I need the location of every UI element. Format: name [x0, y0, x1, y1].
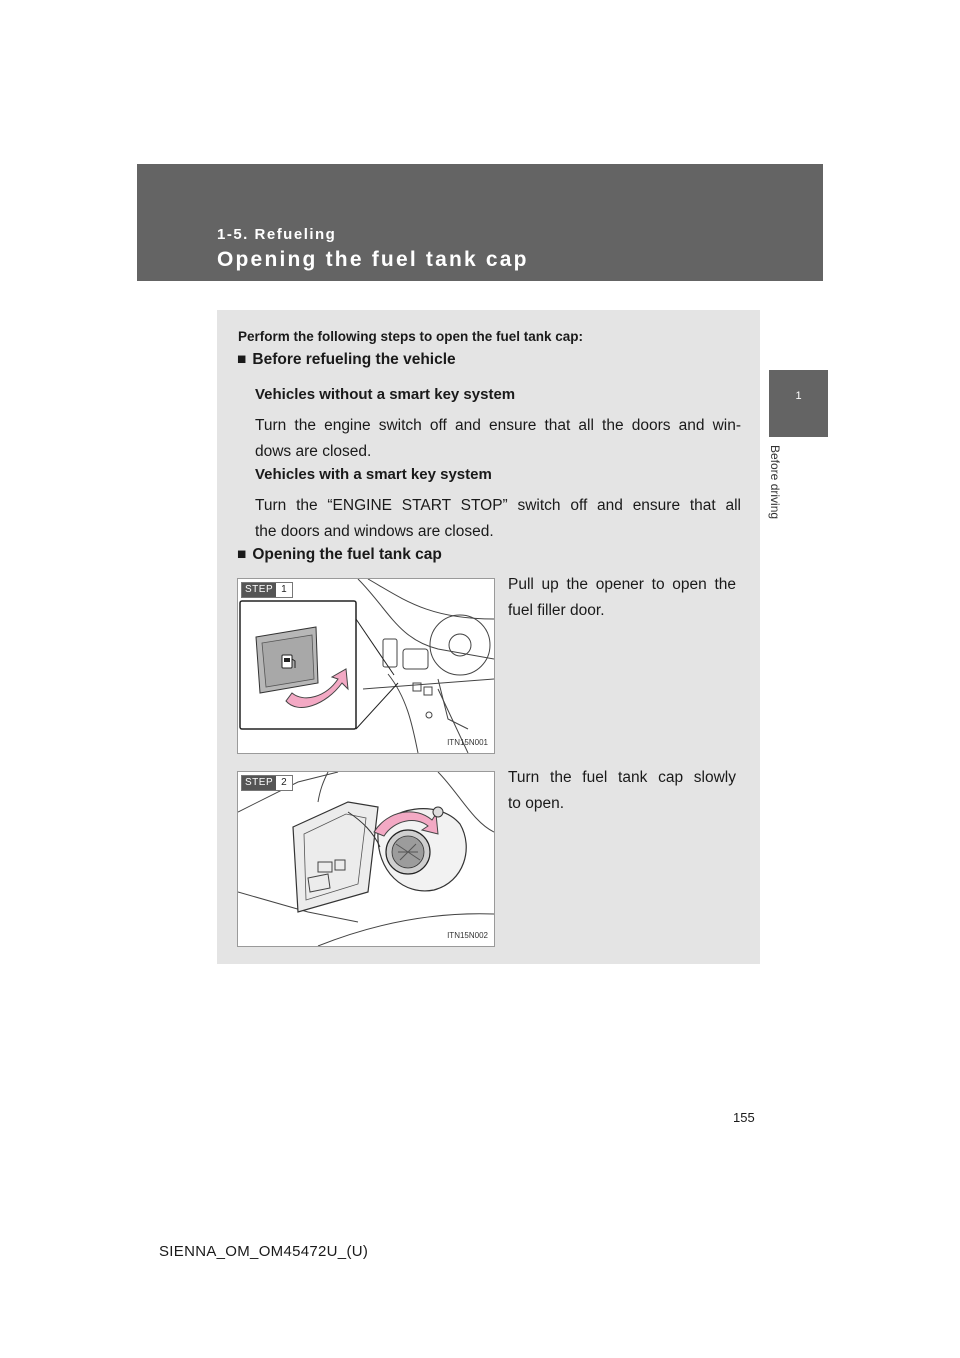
instruction-line: fuel filler door. — [508, 602, 605, 619]
section-label: 1-5. Refueling — [217, 226, 337, 243]
page-number: 155 — [733, 1110, 755, 1125]
step-number: 2 — [276, 776, 292, 790]
square-bullet-icon: ■ — [237, 351, 247, 368]
paragraph-line: Turn the engine switch off and ensure that all the doors and win- — [255, 417, 741, 434]
step-number: 1 — [276, 583, 292, 597]
step-label: STEP — [242, 776, 276, 790]
section-heading-opening-cap — [237, 546, 442, 564]
step-badge — [241, 775, 293, 791]
step2-instruction — [508, 765, 736, 817]
chapter-number: 1 — [795, 390, 802, 402]
subheading-with-smart-key: Vehicles with a smart key system — [255, 466, 492, 483]
subheading-without-smart-key: Vehicles without a smart key system — [255, 386, 516, 403]
instruction-line: to open. — [508, 795, 565, 812]
step1-illustration — [237, 578, 495, 754]
dashboard-opener-drawing — [238, 579, 494, 753]
section-heading-before-refueling — [237, 351, 456, 369]
step-label: STEP — [242, 583, 276, 597]
paragraph-line: Turn the “ENGINE START STOP” switch off and ensure that all — [255, 497, 741, 514]
square-bullet-icon: ■ — [237, 546, 247, 563]
step2-illustration — [237, 771, 495, 947]
instruction-line: Pull up the opener to open the — [508, 576, 736, 593]
chapter-label: Before driving — [768, 445, 782, 520]
paragraph-line: the doors and windows are closed. — [255, 523, 494, 540]
page-title: Opening the fuel tank cap — [217, 248, 529, 271]
content-panel — [217, 310, 760, 964]
step1-instruction — [508, 572, 736, 624]
paragraph-line: dows are closed. — [255, 443, 372, 460]
fuel-cap-drawing — [238, 772, 494, 946]
paragraph-with-smart-key — [255, 493, 741, 545]
document-id: SIENNA_OM_OM45472U_(U) — [159, 1243, 369, 1260]
heading-text: Opening the fuel tank cap — [252, 546, 442, 563]
chapter-tab[interactable] — [769, 370, 828, 437]
section-header-bar — [137, 164, 823, 281]
intro-text: Perform the following steps to open the fuel tank cap: — [238, 329, 584, 344]
figure-code: ITN15N002 — [447, 931, 488, 940]
step-badge — [241, 582, 293, 598]
chapter-side-label — [764, 445, 794, 545]
figure-code: ITN15N001 — [447, 738, 488, 747]
instruction-line: Turn the fuel tank cap slowly — [508, 769, 736, 786]
heading-text: Before refueling the vehicle — [252, 351, 456, 368]
paragraph-without-smart-key — [255, 413, 741, 465]
